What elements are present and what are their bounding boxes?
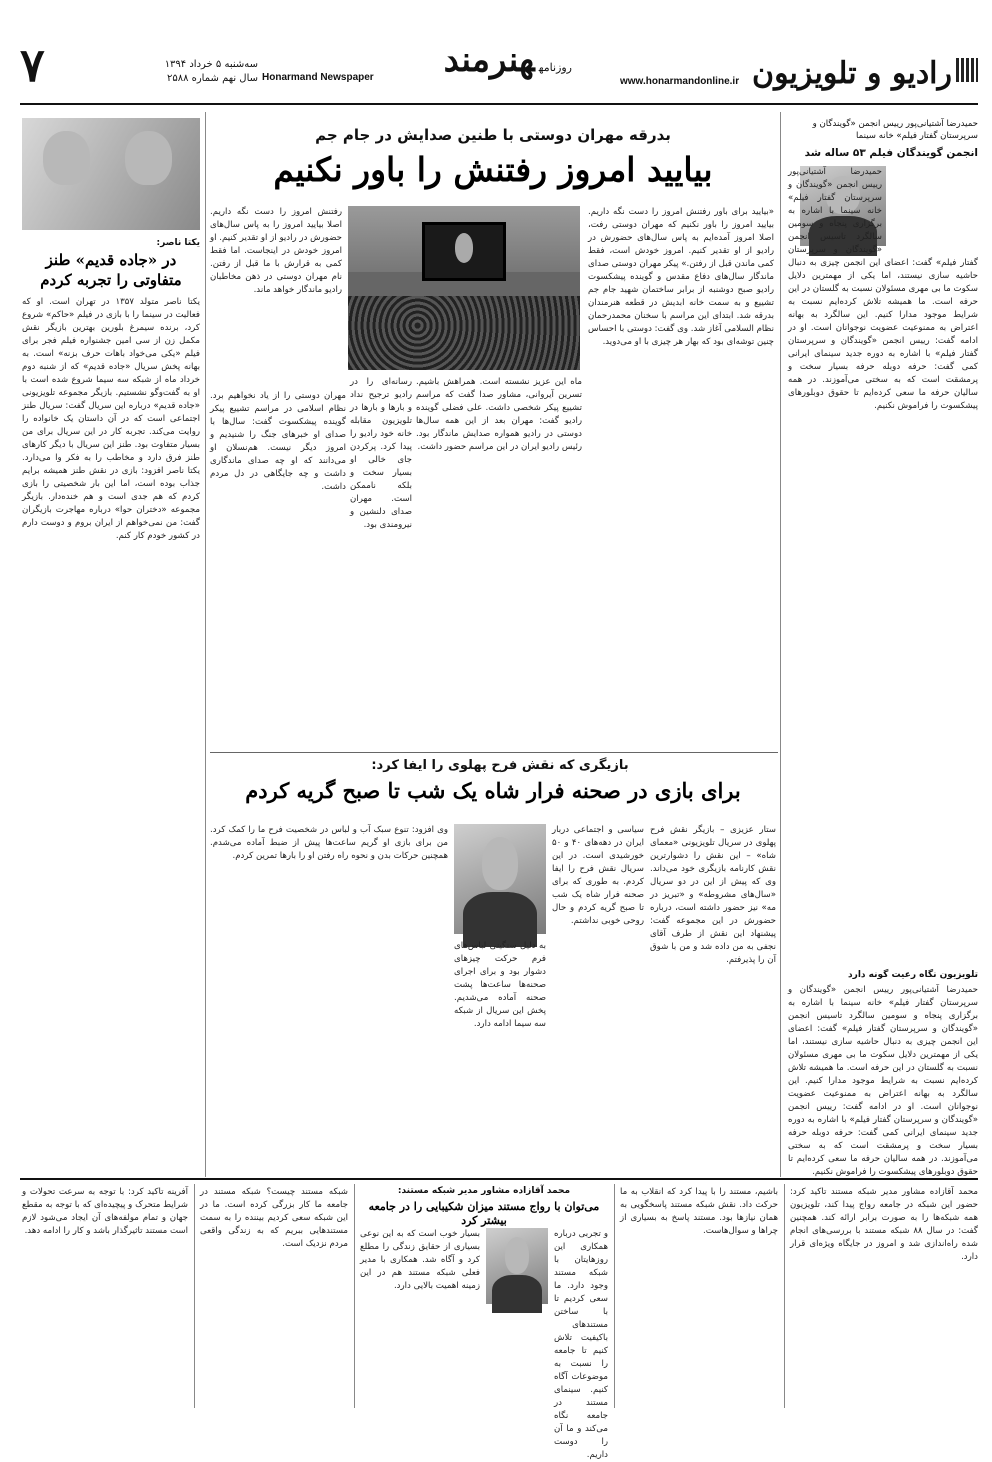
bottom-col-2: باشیم، مستند را با پیدا کرد که انقلاب به ما حرکت داد. نقش شبکه مستند پاسخگویی به همان نیازها بود. مستند پاسخ به بسیاری از چراها و سوال‌هاست. bbox=[620, 1187, 778, 1236]
bottom-box-col-1: و تجربی درباره همکاری این روزهایتان با شبکه مستند وجود دارد. ما سعی کردیم تا با ساختن مستندهای باکیفیت تلاش کنیم تا جامعه را نسبت به موضوعات آگاه کنیم. سینمای مستند در جامعه نگاه می‌کند و ما آن را دوست داریم. bbox=[554, 1229, 608, 1460]
website-link[interactable]: www.honarmandonline.ir bbox=[620, 76, 740, 87]
jade-ghadim-photo bbox=[22, 118, 200, 230]
bottom-col-5: شبکه مستند چیست؟ شبکه مستند در جامعه ما کار بزرگی کرده است. ما در این شبکه سعی کردیم بیننده را به سمت مستندهایی ببریم که به زندگی واقعی مردم نزدیک است. bbox=[200, 1187, 348, 1249]
sidebar-right-text: حمیدرضا آشتیانی‌پور رییس انجمن «گویندگان و سرپرستان گفتار فیلم» خانه سینما با اشاره به برگزاری پنجاه و سومین سالگرد تاسیس انجمن «گویندگان و سرپرستان گفتار فیلم» گفت: اعضای این انجمن چیزی به دنبال حاشیه سازی نیستند، اما یکی از مهمترین دلایل سکوت ما بی مهری مسئولان نسبت به گلستان در این حرفه است. ما همیشه تلاش کرده‌ایم نسبت به شرایط موجود مدارا کنیم. این سالگرد به بهانه اعتراض به ممنوعیت عضویت نوجوانان است. او در ادامه گفت: رییس انجمن «گویندگان و سرپرستان گفتار فیلم» با اشاره به دوره جدید سینمای ایرانی کمی گفت: حرفه دوبله حرفه بسیار سخت و پرمشقت است که به سختی می‌آموزند. در همه سالیان حرفه ما سعی کرده‌ایم تا حقوق دوبلورهای پیشکسوت را فراموش نکنیم. bbox=[788, 167, 978, 411]
lead-col-5: مهران دوستی را از یاد نخواهیم برد. نظام اسلامی در مراسم تشییع پیکر گوینده پیشکسوت گفت: سال‌ها با صدای او خبرهای جنگ را شنیدیم و امروز دیگر نیست. هم‌نسلان او می‌دانند که او چه صدای ماندگاری داشت و چه جایگاهی در دل مردم داشت. bbox=[210, 391, 346, 492]
sidebar-left-kicker: یکتا ناصر: bbox=[156, 238, 200, 248]
section-bars-icon bbox=[956, 58, 978, 82]
bottom-box-kicker: محمد آقازاده مشاور مدیر شبکه مستند: bbox=[397, 1186, 571, 1196]
masthead bbox=[0, 0, 992, 108]
bottom-col-6: آفرینه تاکید کرد: با توجه به سرعت تحولات و شرایط متحرک و پیچیده‌ای که با توجه به مقطع جهان و تمام مولفه‌های آن ایجاد می‌شود لازم است مستند تاثیرگذار باشد و کار را ادامه دهد. bbox=[22, 1187, 188, 1236]
portrait-spacer bbox=[882, 166, 978, 250]
photo-person-1 bbox=[43, 131, 89, 185]
lead-kicker: بدرقه مهران دوستی با طنین صدایش در جام جم bbox=[315, 126, 671, 144]
bottom-col-1: محمد آقازاده مشاور مدیر شبکه مستند تاکید کرد: حضور این شبکه در جامعه رواج پیدا کند، تلویزیون همه شبکه‌ها را به صورت برابر ارائه کند. همچنین گفت: در سال ۸۸ شبکه مستند با بررسی‌های انجام شده راه‌اندازی شد و امروز در جایگاه ویژه‌ای قرار دارد. bbox=[790, 1187, 978, 1262]
masthead-rule bbox=[20, 103, 978, 105]
paper-name-en: Honarmand Newspaper bbox=[262, 72, 374, 83]
lead-col-4: رفتنش امروز را دست نگه داریم. اصلا بیایید امروز را به پاس سال‌های حضورش در رادیو از او تقدیر کنیم. او امروز خودش در اینجاست. اما فقط کمی به قرارش با ما قبل از رفتن. نام مهران دوستی در ذهن مخاطبان رادیو ماندگار خواهد ماند. bbox=[210, 207, 342, 295]
logo-prefix: روزنامه bbox=[538, 61, 572, 74]
bottom-box-col-2: بسیار خوب است که به این نوعی بسیاری از حقایق زندگی را مطلع کرد و آگاه شد. همکاری با مدیر فعلی شبکه مستند هم در این زمینه اهمیت بالایی دارد. bbox=[360, 1229, 480, 1291]
sidebar-left-body: یکتا ناصر متولد ۱۳۵۷ در تهران است. او که فعالیت در سینما را با بازی در فیلم «حاکم» شروع کرد، برنده سیمرغ بلورین بهترین بازیگر نقش مکمل زن از سی امین جشنواره فیلم فجر برای فیلم «یکی می‌خواد باهات حرف بزنه» است. به بهانه پخش سریال «جاده قدیم» که از شنبه دوم خرداد ماه از شبکه سه سیما شروع شده است با او به گفت‌وگو نشستیم. بازیگر مجموعه تلویزیونی «جاده قدیم» درباره این سریال گفت: سریال طنز اجتماعی است که در آن داستان یک خانواده را روایت می‌کند. تجربه کار در این سریال برای من بسیار متفاوت بود. طنز این سریال با دیگر کارهای طنز فرق دارد و مخاطب را به فکر وا می‌دارد. یکتا ناصر افزود: بازی در نقش طنز همیشه برایم جذاب بوده است، اما این بار شخصیتی را بازی کردم که هم جدی است و هم خنده‌دار. بازیگر مجموعه «دختران حوا» درباره مهاجرت بازیگران گفت: من نمی‌خواهم از ایران بروم و دوست دارم در کشور خودم کار کنم. bbox=[22, 297, 200, 541]
lead-col-2: ماه این عزیز نشسته است. همراهش باشیم. تسرین آیروانی، مشاور صدا گفت که مراسم تشییع پیکر شخصی داشت. علی فضلی گوینده رادیو گفت: مهران بعد از این همه سال‌ها دوستی در رادیو همواره صدایش ماندگار بود. رئیس رادیو ایران در این مراسم حضور داشت. bbox=[416, 377, 582, 452]
sidebar-left-title: در «جاده قدیم» طنز متفاوتی را تجربه کردم bbox=[40, 251, 182, 289]
newspaper-logo bbox=[443, 40, 572, 80]
aghazadeh-portrait bbox=[486, 1228, 548, 1304]
article2-col-1: ستار عزیزی – بازیگر نقش فرح پهلوی در سریال تلویزیونی «معمای شاه» – این نقش را دشوارترین نقش کارنامه بازیگری خود می‌داند. وی که پیش از این در دو سریال «سال‌های مشروطه» و «تبریز در مه» نیز حضور داشته است، درباره حضورش در این مجموعه گفت: پیشنهاد این نقش از طرف آقای نجفی به من داده شد و من با شوق آن را پذیرفتم. bbox=[650, 825, 776, 965]
lead-headline: بیایید امروز رفتنش را باور نکنیم bbox=[273, 150, 713, 189]
sidebar-right-body-cont bbox=[788, 984, 978, 1177]
photo-screen bbox=[422, 222, 506, 281]
lead-bottom-rule bbox=[210, 752, 778, 753]
actress-body bbox=[463, 892, 537, 947]
sidebar-right-title: انجمن گویندگان فیلم ۵۳ ساله شد bbox=[804, 147, 978, 159]
sidebar-right-divider bbox=[780, 112, 781, 1177]
photo-face bbox=[455, 233, 474, 262]
article2-col-3: به دلیل سنگینی لباس‌های فرم حرکت چیزهای دشوار بود و برای اجرای صحنه‌ها ساعت‌ها پشت صحنه آماده می‌شدیم. پخش این سریال از شبکه سه سیما ادامه دارد. bbox=[454, 941, 546, 1029]
aghazadeh-body bbox=[492, 1275, 542, 1313]
left-sidebar-divider bbox=[205, 112, 206, 1177]
sidebar-right-subtitle: تلویزیون نگاه رعیت گونه دارد bbox=[848, 970, 978, 980]
sidebar-right-kicker: حمیدرضا آشتیانی‌پور رییس انجمن «گویندگان و سرپرستان گفتار فیلم» خانه سینما bbox=[812, 119, 978, 141]
funeral-photo bbox=[348, 206, 580, 370]
logo-text: هنرمند bbox=[443, 40, 535, 80]
article2-kicker: بازیگری که نقش فرح پهلوی را ایفا کرد: bbox=[371, 758, 629, 773]
bottom-divider-2 bbox=[614, 1184, 615, 1408]
page-number: ۷ bbox=[20, 38, 45, 92]
bottom-band-rule bbox=[20, 1178, 978, 1180]
article2-headline: برای بازی در صحنه فرار شاه یک شب تا صبح گریه کردم bbox=[245, 778, 741, 803]
issue-number: سال نهم شماره ۲۵۸۸ bbox=[166, 73, 258, 84]
dateline bbox=[88, 58, 258, 86]
section-title: رادیو و تلویزیون bbox=[752, 56, 952, 91]
photo-crowd bbox=[348, 296, 580, 370]
bottom-divider-1 bbox=[784, 1184, 785, 1408]
lead-col-1: «بیایید برای باور رفتنش امروز را دست نگه داریم. بیایید امروز را باور نکنیم که مهران دوستی رفت، اصلا امروز آمده‌ایم به پاس سال‌های حضورش در رادیو از او تقدیر کنیم. امروز خودش است، فقط کمی ماندن قبل از رفتن.» پیکر مهران دوستی صدای ماندگار سال‌های دفاع مقدس و گوینده پیشکسوت رادیو صبح دوشنبه از برابر ساختمان شهید جام جم تشییع و به سمت خانه ابدیش در قطعه هنرمندان بدرقه شد. ابتدای این مراسم با سخنان محمدرحمان نظام السلامی آغاز شد. وی گفت: دوستی با احساس چنین توشه‌ای بود که بهار هر چیزی با او می‌دوید. bbox=[588, 207, 774, 347]
sidebar-right-text-cont: حمیدرضا آشتیانی‌پور رییس انجمن «گویندگان و سرپرستان گفتار فیلم» خانه سینما با اشاره به برگزاری پنجاه و سومین سالگرد تاسیس انجمن «گویندگان و سرپرستان گفتار فیلم» گفت: اعضای این انجمن چیزی به دنبال حاشیه سازی نیستند، اما یکی از مهمترین دلایل سکوت ما بی مهری مسئولان نسبت به گلستان در این حرفه است. ما همیشه تلاش کرده‌ایم نسبت به شرایط موجود مدارا کنیم. این سالگرد به بهانه اعتراض به ممنوعیت عضویت نوجوانان است. او در ادامه گفت: رییس انجمن «گویندگان و سرپرستان گفتار فیلم» با اشاره به دوره جدید سینمای ایرانی کمی گفت: حرفه دوبله حرفه بسیار سخت و پرمشقت است که به سختی می‌آموزند. در همه سالیان حرفه ما سعی کرده‌ایم تا حقوق دوبلورهای پیشکسوت را فراموش نکنیم. bbox=[788, 985, 978, 1177]
article2-col-4: وی افزود: تنوع سبک آب و لباس در شخصیت فرح ما را کمک کرد. من برای بازی او گریم ساعت‌ها پیش از ضبط آماده می‌شدم. همچنین حرکات بدن و نحوه راه رفتن او را بارها تمرین کردم. bbox=[210, 825, 448, 861]
lead-col-3: رسانه‌ای را در رادیو ترجیح نداد و بارها و بارها در تلویزیون مقابله خانه خود رادیو را پیدا کرد. پرکردن جای خالی او بسیار سخت و بلکه ناممکن است. مهران صدای دلنشین و نیرومندی بود. bbox=[350, 377, 412, 530]
actress-portrait bbox=[454, 824, 546, 934]
bottom-box-title: می‌توان با رواج مستند میزان شکیبایی را در جامعه بیشتر کرد bbox=[368, 1200, 600, 1227]
article2-col-2: سیاسی و اجتماعی دربار ایران در دهه‌های ۴۰ و ۵۰ خورشیدی است. در این سریال نقش فرح را ایفا کردم. به طوری که برای صحنه فرار شاه یک شب تا صبح گریه کردم و حال روحی خوبی نداشتم. bbox=[552, 825, 644, 926]
photo-person-2 bbox=[125, 131, 171, 185]
aghazadeh-head bbox=[505, 1237, 530, 1273]
issue-date: سه‌شنبه ۵ خرداد ۱۳۹۴ bbox=[164, 59, 258, 70]
sidebar-right-body bbox=[788, 166, 978, 966]
bottom-divider-3 bbox=[354, 1184, 355, 1408]
actress-head bbox=[482, 837, 519, 890]
bottom-divider-4 bbox=[194, 1184, 195, 1408]
